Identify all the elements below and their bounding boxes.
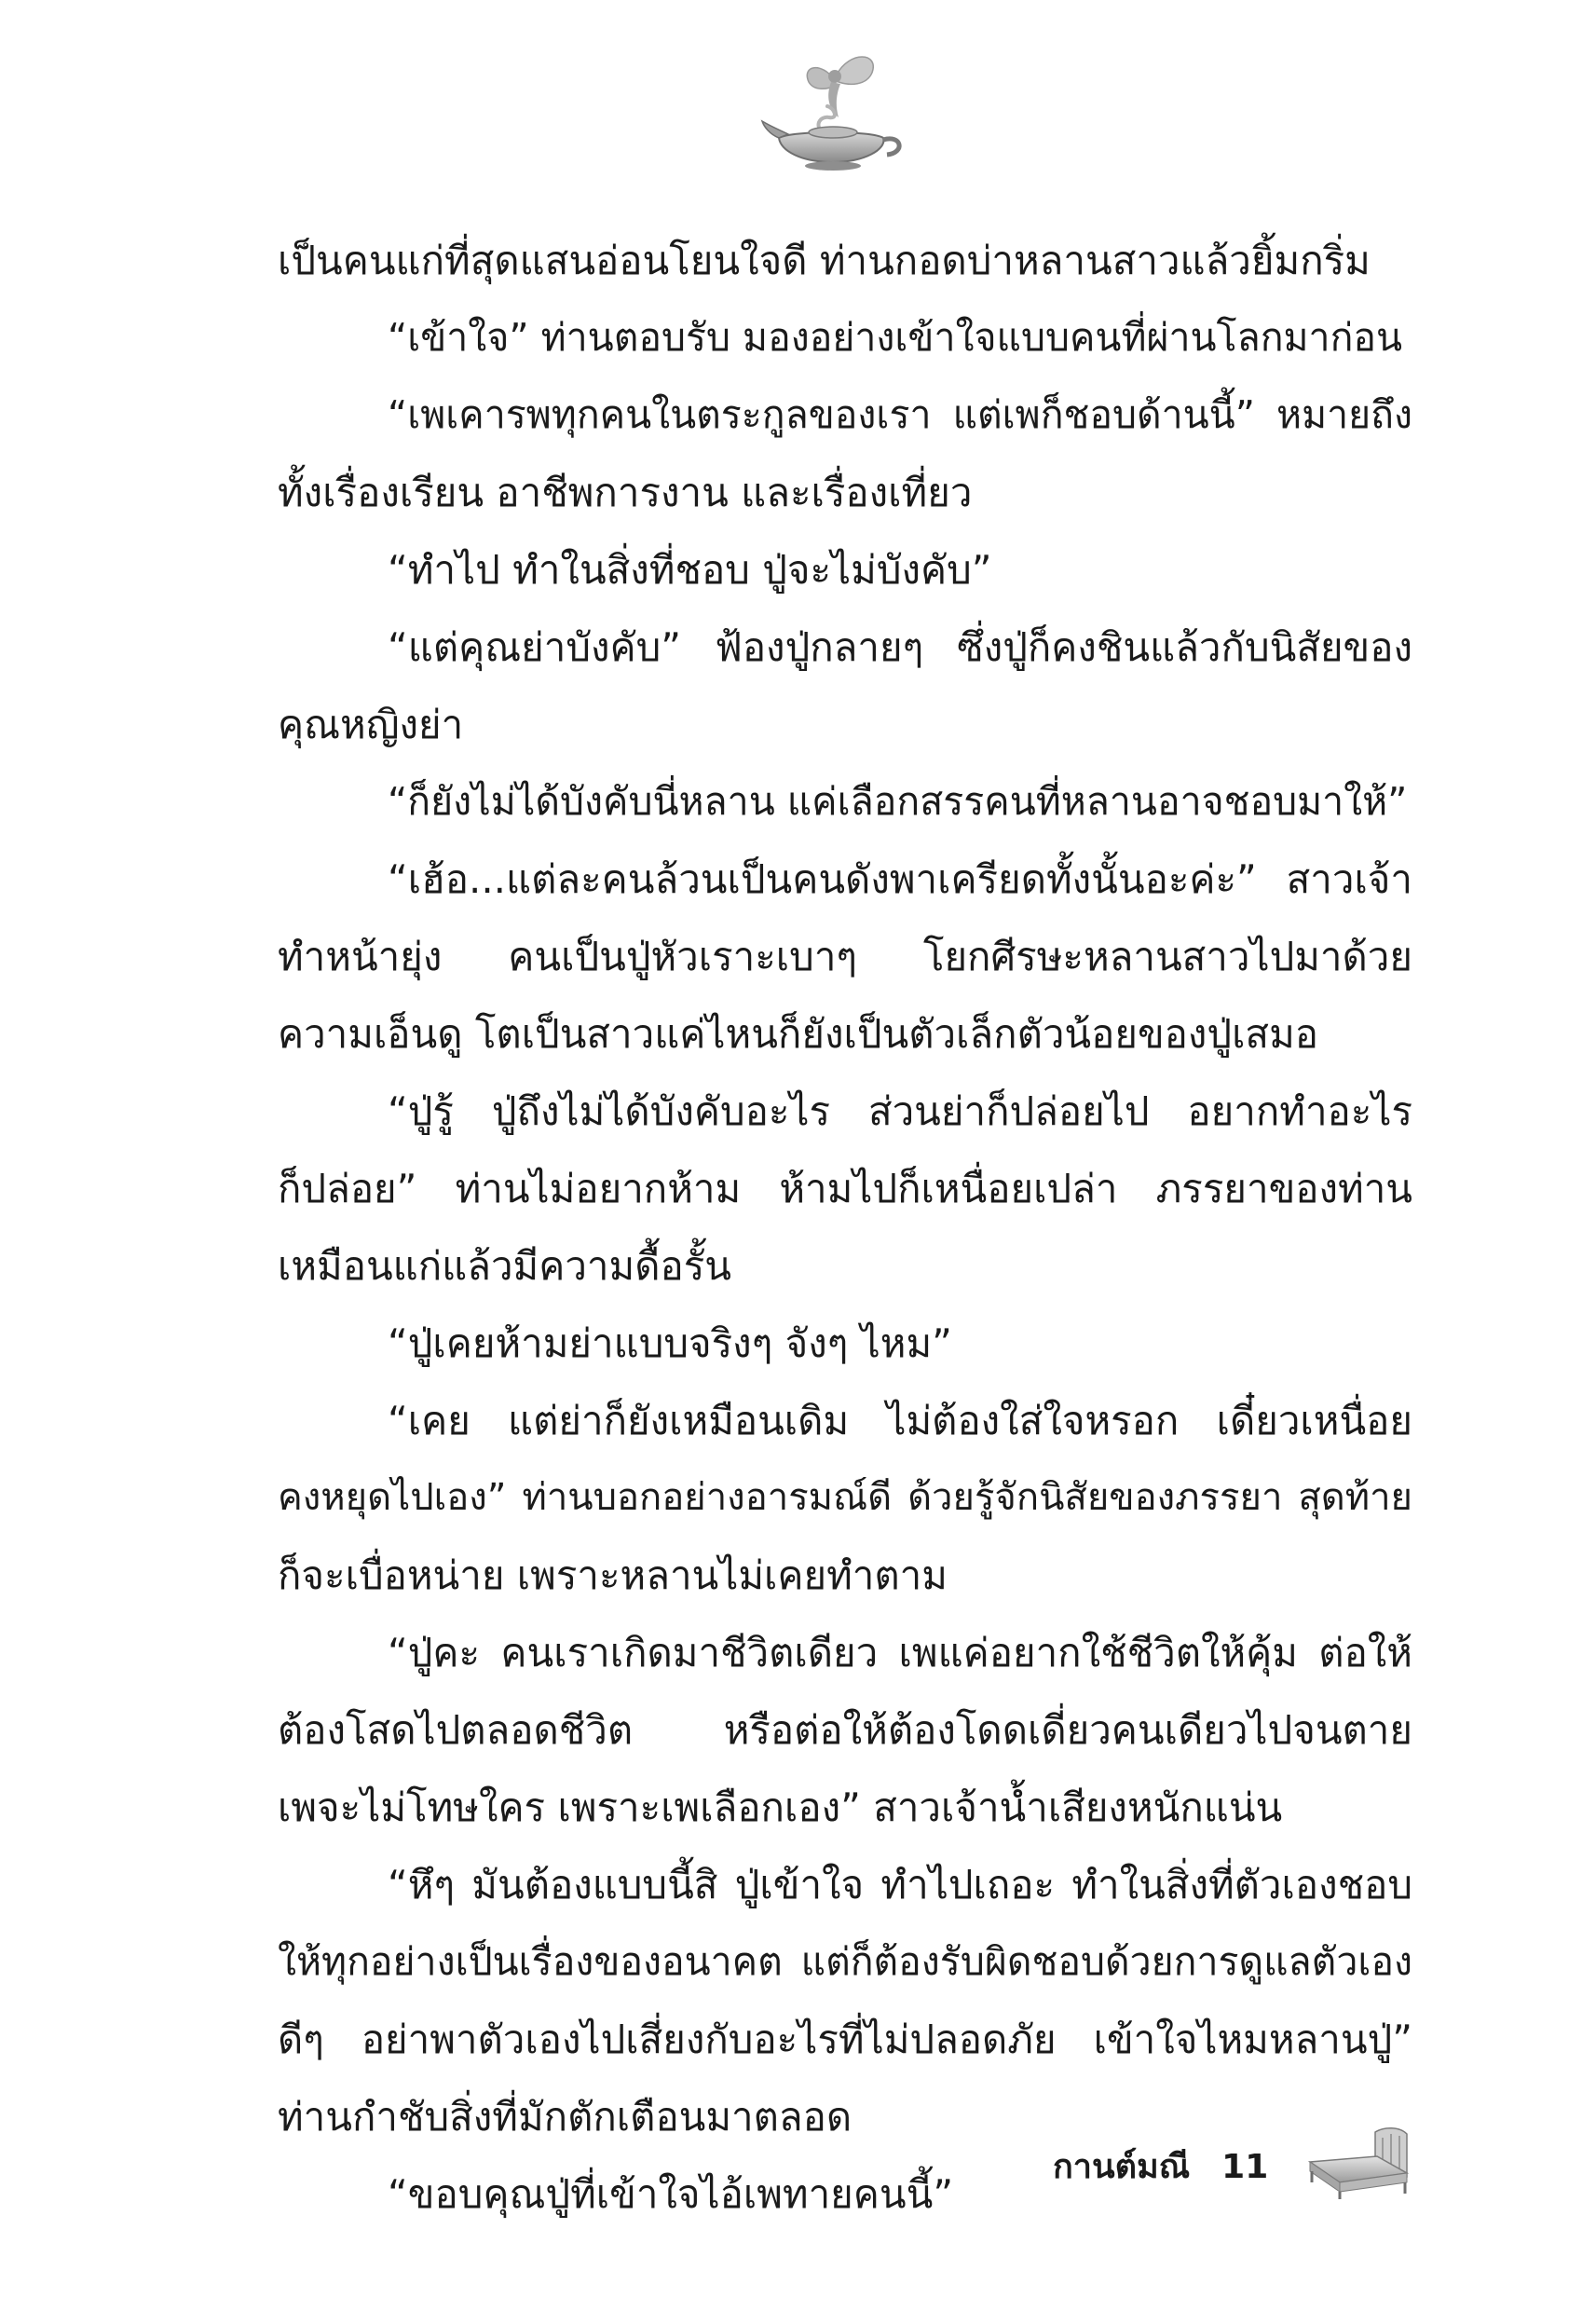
- text-line: ดีๆ อย่าพาตัวเองไปเสี่ยงกับอะไรที่ไม่ปลอดภัย เข้าใจไหมหลานปู่”: [278, 2017, 1412, 2062]
- page-footer: [1053, 2140, 1268, 2195]
- text-line: ต้องโสดไปตลอดชีวิต หรือต่อให้ต้องโดดเดี่ยวคนเดียวไปจนตาย: [278, 1707, 1412, 1753]
- text-line: “ก็ยังไม่ได้บังคับนี่หลาน แค่เลือกสรรคนที่หลานอาจชอบมาให้”: [388, 779, 1408, 824]
- genie-lamp-fairy-icon: [760, 48, 909, 174]
- story-text-block: [278, 222, 1412, 2233]
- text-line: “เคย แต่ย่าก็ยังเหมือนเดิม ไม่ต้องใส่ใจหรอก เดี๋ยวเหนื่อย: [388, 1398, 1412, 1443]
- text-line: ทั้งเรื่องเรียน อาชีพการงาน และเรื่องเที่ยว: [278, 470, 973, 515]
- text-line: ให้ทุกอย่างเป็นเรื่องของอนาคต แต่ก็ต้องรับผิดชอบด้วยการดูแลตัวเอง: [278, 1939, 1412, 1984]
- text-line: “ขอบคุณปู่ที่เข้าใจไอ้เพทายคนนี้”: [388, 2171, 954, 2217]
- text-line: ก็ปล่อย” ท่านไม่อยากห้าม ห้ามไปก็เหนื่อยเปล่า ภรรยาของท่าน: [278, 1166, 1412, 1211]
- text-line: “ปู่คะ คนเราเกิดมาชีวิตเดียว เพแค่อยากใช้ชีวิตให้คุ้ม ต่อให้: [388, 1630, 1412, 1675]
- text-line: ความเอ็นดู โตเป็นสาวแค่ไหนก็ยังเป็นตัวเล็กตัวน้อยของปู่เสมอ: [278, 1011, 1318, 1057]
- text-line: “หึๆ มันต้องแบบนี้สิ ปู่เข้าใจ ทำไปเถอะ ทำในสิ่งที่ตัวเองชอบ: [388, 1862, 1412, 1908]
- text-line: “แต่คุณย่าบังคับ” ฟ้องปู่กลายๆ ซึ่งปู่ก็คงชินแล้วกับนิสัยของ: [388, 624, 1412, 670]
- text-line: ทำหน้ายุ่ง คนเป็นปู่หัวเราะเบาๆ โยกศีรษะหลานสาวไปมาด้วย: [278, 934, 1412, 979]
- text-line: คงหยุดไปเอง” ท่านบอกอย่างอารมณ์ดี ด้วยรู้จักนิสัยของภรรยา สุดท้าย: [278, 1476, 1412, 1519]
- text-line: เหมือนแก่แล้วมีความดื้อรั้น: [278, 1243, 731, 1289]
- text-line: “เพเคารพทุกคนในตระกูลของเรา แต่เพก็ชอบด้านนี้” หมายถึง: [388, 392, 1412, 437]
- text-line: “ทำไป ทำในสิ่งที่ชอบ ปู่จะไม่บังคับ”: [388, 547, 992, 593]
- text-line: ท่านกำชับสิ่งที่มักตักเตือนมาตลอด: [278, 2094, 853, 2140]
- text-line: ก็จะเบื่อหน่าย เพราะหลานไม่เคยทำตาม: [278, 1552, 948, 1598]
- page-number: 11: [1221, 2148, 1269, 2186]
- bed-icon: [1306, 2125, 1411, 2199]
- text-line: “ปู่รู้ ปู่ถึงไม่ได้บังคับอะไร ส่วนย่าก็ปล่อยไป อยากทำอะไร: [388, 1088, 1412, 1134]
- text-line: เพจะไม่โทษใคร เพราะเพเลือกเอง” สาวเจ้าน้ำเสียงหนักแน่น: [278, 1785, 1283, 1830]
- text-line: “ปู่เคยห้ามย่าแบบจริงๆ จังๆ ไหม”: [388, 1320, 952, 1366]
- text-line: เป็นคนแก่ที่สุดแสนอ่อนโยนใจดี ท่านกอดบ่าหลานสาวแล้วยิ้มกริ่ม: [278, 238, 1371, 283]
- text-line: “เฮ้อ...แต่ละคนล้วนเป็นคนดังพาเครียดทั้งนั้นอะค่ะ” สาวเจ้า: [388, 856, 1412, 902]
- text-line: คุณหญิงย่า: [278, 702, 464, 747]
- text-line: “เข้าใจ” ท่านตอบรับ มองอย่างเข้าใจแบบคนที่ผ่านโลกมาก่อน: [388, 315, 1403, 360]
- book-title: กานต์มณี: [1053, 2148, 1191, 2186]
